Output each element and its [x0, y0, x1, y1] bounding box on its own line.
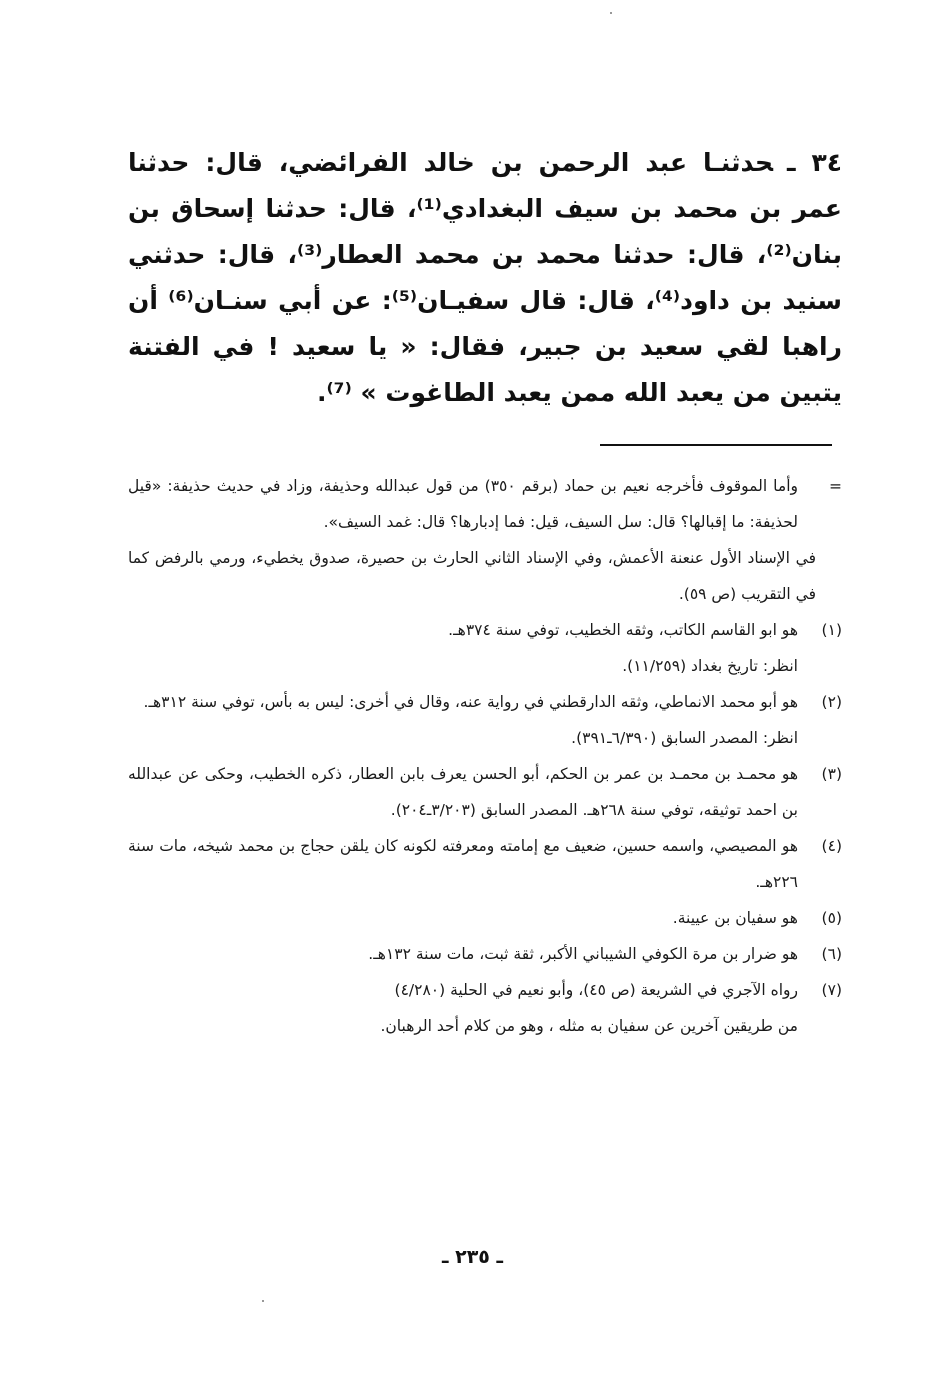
footnote-6	[128, 936, 842, 972]
continuation-mark: =	[829, 477, 842, 495]
footnote-5	[128, 900, 842, 936]
scan-speck	[262, 1300, 264, 1302]
footnote-reference: انظر: المصدر السابق (٦/٣٩٠ـ٣٩١).	[571, 729, 798, 747]
footnote-mark: (١)	[821, 621, 842, 639]
footnote-text: رواه الآجري في الشريعة (ص ٤٥)، وأبو نعيم في الحلية (٤/٢٨٠)	[394, 981, 798, 999]
footnote-7	[128, 972, 842, 1008]
footnote-mark: (٣)	[821, 765, 842, 783]
footnote-mark: (٤)	[821, 837, 842, 855]
footnote-reference: من طريقين آخرين عن سفيان به مثله ، وهو من كلام أحد الرهبان.	[380, 1017, 798, 1035]
hadith-number: ٣٤ ـ	[786, 148, 842, 177]
footnote-text: هو محمـد بن محمـد بن عمر بن الحكم، أبو الحسن يعرف بابن العطار، ذكره الخطيب، وحكى عن عبدالله بن احمد توثيقه، توفي سنة ٢٦٨هـ. المصدر السابق (٣/٢٠٣ـ٢٠٤).	[128, 765, 798, 819]
footnote-text: هو ضرار بن مرة الكوفي الشيباني الأكبر، ثقة ثبت، مات سنة ١٣٢هـ.	[368, 945, 798, 963]
page-number: ـ ٢٣٥ ـ	[441, 1246, 503, 1268]
footnote-continuation	[128, 468, 842, 540]
hadith-body: حدثنـا عبد الرحمن بن خالد الفرائضي، قال: حدثنا عمر بن محمد بن سيف البغدادي⁽¹⁾، قال: حدثنا إسحاق بن بنان⁽²⁾، قال: حدثنا محمد بن محمد العطار⁽³⁾، قال: حدثني سنيد بن داود⁽⁴⁾، قال: قال سفيـان⁽⁵⁾: عن أبي سنـان⁽⁶⁾ أن راهبا لقي سعيد بن جبير، فقال: « يا سعيد ! في الفتنة يتبين من يعبد الله ممن يعبد الطاغوت » ⁽⁷⁾.	[128, 148, 842, 407]
footnote-reference: انظر: تاريخ بغداد (١١/٢٥٩).	[622, 657, 798, 675]
footnote-1	[128, 612, 842, 648]
isnad-note: في الإسناد الأول عنعنة الأعمش، وفي الإسناد الثاني الحارث بن حصيرة، صدوق يخطيء، ورمي بالرفض كما في التقريب (ص ٥٩).	[128, 549, 816, 603]
footnotes	[128, 468, 842, 1044]
scan-speck	[610, 12, 612, 14]
footnote-mark: (٦)	[821, 945, 842, 963]
footnote-text: هو سفيان بن عيينة.	[672, 909, 798, 927]
footnote-2	[128, 684, 842, 720]
footnote-mark: (٧)	[821, 981, 842, 999]
continuation-text: وأما الموقوف فأخرجه نعيم بن حماد (برقم ٣٥٠) من قول عبدالله وحذيفة، وزاد في حديث حذيفة: «قيل لحذيفة: ما إقبالها؟ قال: سل السيف، قيل: فما إدبارها؟ قال: غمد السيف».	[128, 477, 798, 531]
footnote-divider	[600, 444, 832, 446]
main-text	[128, 140, 842, 416]
footnote-3	[128, 756, 842, 828]
footnote-text: هو أبو محمد الانماطي، وثقه الدارقطني في رواية عنه، وقال في أخرى: ليس به بأس، توفي سنة ٣١٢هـ.	[143, 693, 798, 711]
footnote-mark: (٥)	[821, 909, 842, 927]
footnote-mark: (٢)	[821, 693, 842, 711]
footnote-text: هو ابو القاسم الكاتب، وثقه الخطيب، توفي سنة ٣٧٤هـ.	[448, 621, 798, 639]
footnote-4	[128, 828, 842, 900]
footnote-text: هو المصيصي، واسمه حسين، ضعيف مع إمامته ومعرفته لكونه كان يلقن حجاج بن محمد شيخه، مات سنة ٢٢٦هـ.	[128, 837, 798, 891]
